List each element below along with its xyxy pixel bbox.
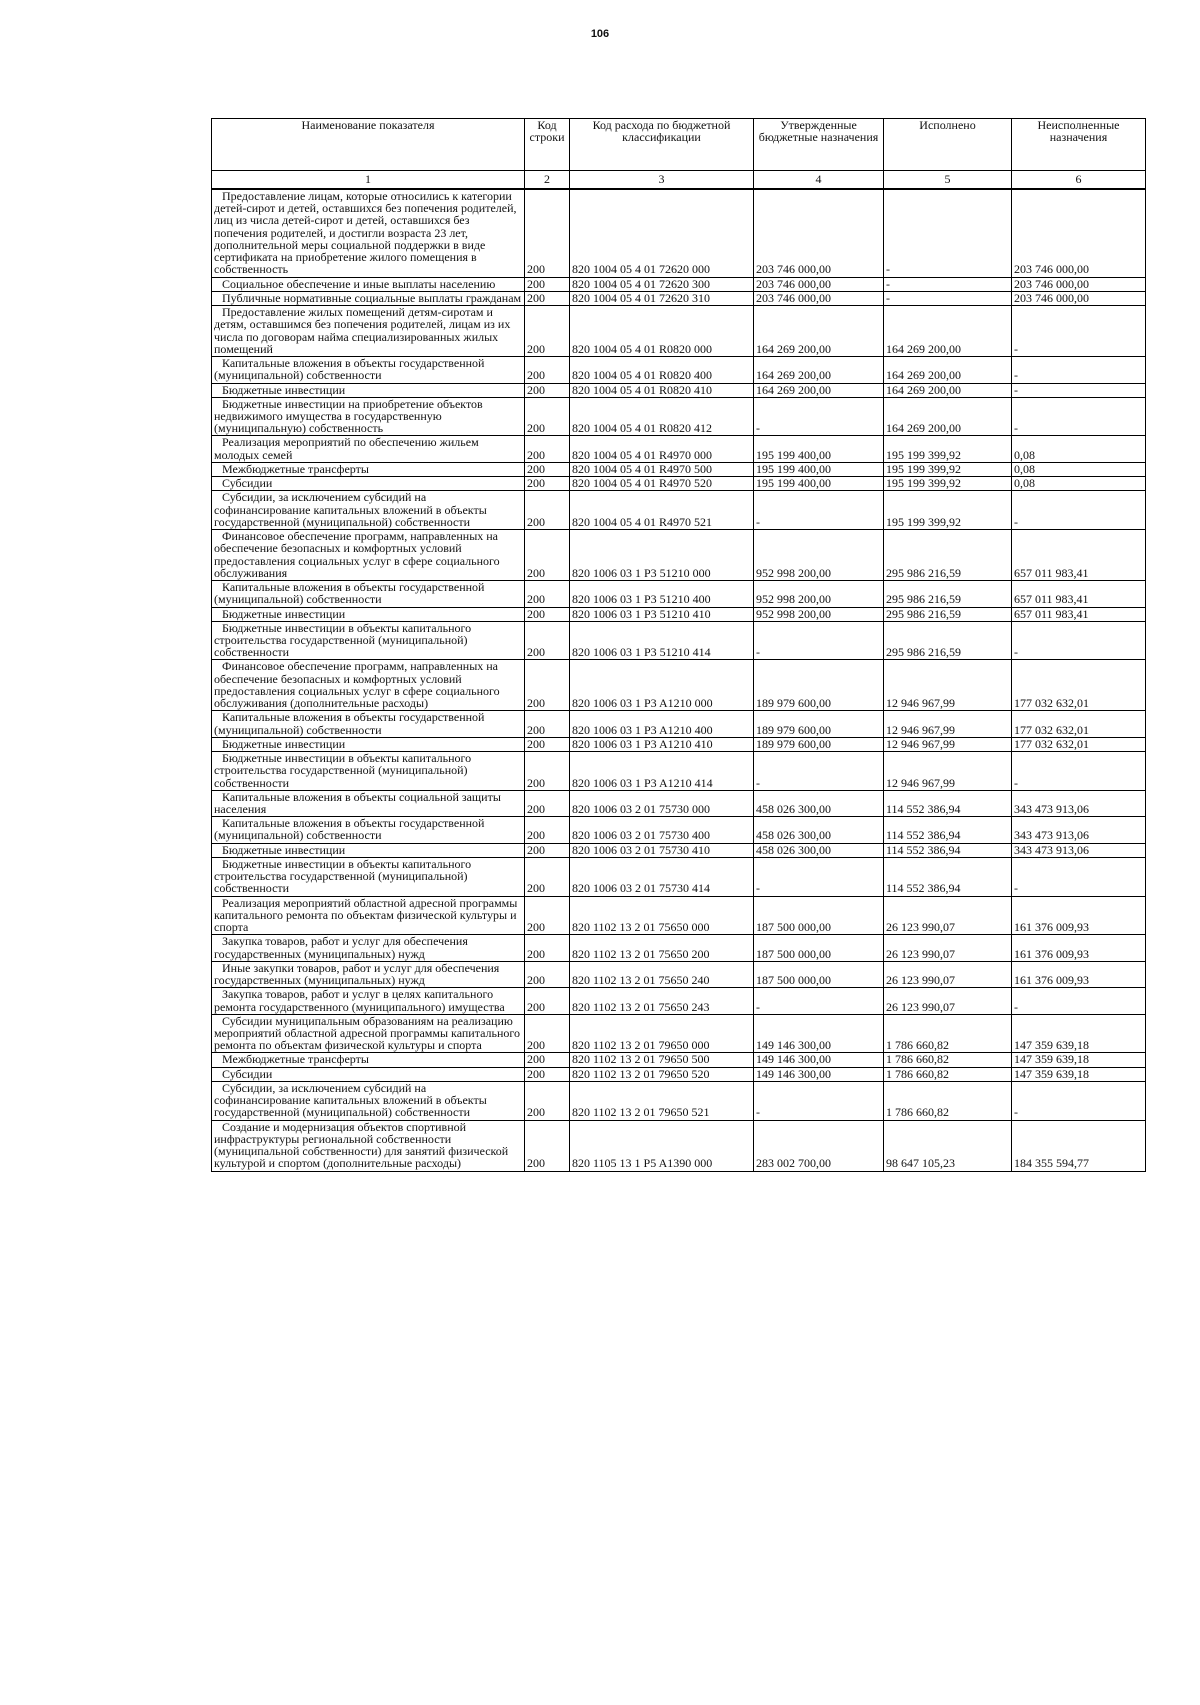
cell-indicator-name: Бюджетные инвестиции в объекты капитального строительства государственной (муниципальной) собственности [212, 621, 525, 660]
cell-expense-code: 820 1006 03 1 P3 51210 410 [570, 607, 754, 621]
cell-line-code: 200 [525, 491, 570, 530]
table-row [212, 660, 1146, 711]
cell-unexecuted: 177 032 632,01 [1012, 711, 1146, 737]
cell-unexecuted: 147 359 639,18 [1012, 1053, 1146, 1067]
cell-approved: - [754, 752, 884, 791]
cell-executed: 195 199 399,92 [884, 477, 1012, 491]
cell-executed: 114 552 386,94 [884, 857, 1012, 896]
cell-unexecuted: 343 473 913,06 [1012, 817, 1146, 843]
cell-executed: 1 786 660,82 [884, 1081, 1012, 1120]
table-row [212, 1014, 1146, 1053]
table-row [212, 843, 1146, 857]
cell-line-code: 200 [525, 436, 570, 462]
cell-executed: 195 199 399,92 [884, 462, 1012, 476]
cell-expense-code: 820 1006 03 2 01 75730 400 [570, 817, 754, 843]
table-row [212, 477, 1146, 491]
cell-executed: 114 552 386,94 [884, 790, 1012, 816]
cell-unexecuted: - [1012, 857, 1146, 896]
cell-approved: 203 746 000,00 [754, 189, 884, 277]
cell-expense-code: 820 1004 05 4 01 R0820 410 [570, 383, 754, 397]
cell-approved: 189 979 600,00 [754, 660, 884, 711]
cell-executed: 1 786 660,82 [884, 1067, 1012, 1081]
cell-approved: 458 026 300,00 [754, 843, 884, 857]
cell-unexecuted: - [1012, 383, 1146, 397]
cell-unexecuted: 343 473 913,06 [1012, 843, 1146, 857]
cell-line-code: 200 [525, 383, 570, 397]
table-row [212, 530, 1146, 581]
cell-indicator-name: Публичные нормативные социальные выплаты гражданам [212, 291, 525, 305]
cell-executed: 295 986 216,59 [884, 530, 1012, 581]
cell-line-code: 200 [525, 737, 570, 751]
cell-indicator-name: Субсидии [212, 477, 525, 491]
table-row [212, 1067, 1146, 1081]
cell-unexecuted: - [1012, 306, 1146, 357]
cell-indicator-name: Бюджетные инвестиции [212, 607, 525, 621]
table-row [212, 607, 1146, 621]
header-line-code: Код строки [525, 119, 570, 171]
cell-expense-code: 820 1102 13 2 01 75650 000 [570, 896, 754, 935]
cell-approved: 952 998 200,00 [754, 607, 884, 621]
cell-indicator-name: Субсидии муниципальным образованиям на реализацию мероприятий областной адресной программы капитального ремонта по объектам физической культуры и спорта [212, 1014, 525, 1053]
cell-expense-code: 820 1102 13 2 01 79650 500 [570, 1053, 754, 1067]
cell-expense-code: 820 1006 03 1 P3 A1210 410 [570, 737, 754, 751]
cell-line-code: 200 [525, 291, 570, 305]
cell-line-code: 200 [525, 357, 570, 383]
cell-expense-code: 820 1004 05 4 01 72620 300 [570, 277, 754, 291]
cell-approved: 458 026 300,00 [754, 790, 884, 816]
cell-unexecuted: 203 746 000,00 [1012, 189, 1146, 277]
cell-unexecuted: - [1012, 397, 1146, 436]
cell-line-code: 200 [525, 621, 570, 660]
cell-indicator-name: Создание и модернизация объектов спортивной инфраструктуры региональной собственности (муниципальной собственности) для занятий физической культурой и спортом (дополнительные расходы) [212, 1120, 525, 1171]
cell-unexecuted: - [1012, 1081, 1146, 1120]
cell-unexecuted: - [1012, 357, 1146, 383]
column-number: 2 [525, 171, 570, 190]
cell-expense-code: 820 1102 13 2 01 75650 200 [570, 935, 754, 961]
table-row [212, 935, 1146, 961]
header-unexecuted: Неисполненные назначения [1012, 119, 1146, 171]
cell-approved: - [754, 1081, 884, 1120]
cell-expense-code: 820 1102 13 2 01 79650 000 [570, 1014, 754, 1053]
cell-unexecuted: 203 746 000,00 [1012, 277, 1146, 291]
cell-executed: 12 946 967,99 [884, 660, 1012, 711]
cell-indicator-name: Субсидии, за исключением субсидий на софинансирование капитальных вложений в объекты государственной (муниципальной) собственности [212, 1081, 525, 1120]
cell-indicator-name: Иные закупки товаров, работ и услуг для обеспечения государственных (муниципальных) нужд [212, 961, 525, 987]
cell-executed: 12 946 967,99 [884, 737, 1012, 751]
cell-expense-code: 820 1004 05 4 01 R4970 520 [570, 477, 754, 491]
header-approved: Утвержденные бюджетные назначения [754, 119, 884, 171]
cell-approved: 187 500 000,00 [754, 961, 884, 987]
table-row [212, 277, 1146, 291]
cell-expense-code: 820 1004 05 4 01 R4970 521 [570, 491, 754, 530]
table-row [212, 491, 1146, 530]
cell-line-code: 200 [525, 817, 570, 843]
cell-line-code: 200 [525, 988, 570, 1014]
cell-unexecuted: 657 011 983,41 [1012, 607, 1146, 621]
cell-unexecuted: 343 473 913,06 [1012, 790, 1146, 816]
cell-indicator-name: Капитальные вложения в объекты социальной защиты населения [212, 790, 525, 816]
table-row [212, 462, 1146, 476]
cell-expense-code: 820 1102 13 2 01 79650 521 [570, 1081, 754, 1120]
table-row [212, 711, 1146, 737]
cell-expense-code: 820 1004 05 4 01 72620 000 [570, 189, 754, 277]
cell-indicator-name: Предоставление лицам, которые относились к категории детей-сирот и детей, оставшихся без попечения родителей, лиц из числа детей-сирот и детей, оставшихся без попечения родителей, и достигли возраста 23 лет, дополнительной меры социальной поддержки в виде сертификата на приобретение жилого помещения в собственность [212, 189, 525, 277]
cell-indicator-name: Капитальные вложения в объекты государственной (муниципальной) собственности [212, 711, 525, 737]
cell-approved: 203 746 000,00 [754, 291, 884, 305]
cell-indicator-name: Межбюджетные трансферты [212, 1053, 525, 1067]
cell-indicator-name: Капитальные вложения в объекты государственной (муниципальной) собственности [212, 817, 525, 843]
cell-approved: - [754, 397, 884, 436]
table-row [212, 436, 1146, 462]
cell-line-code: 200 [525, 711, 570, 737]
cell-approved: 189 979 600,00 [754, 737, 884, 751]
cell-executed: - [884, 277, 1012, 291]
cell-line-code: 200 [525, 1120, 570, 1171]
table-row [212, 306, 1146, 357]
cell-indicator-name: Финансовое обеспечение программ, направленных на обеспечение безопасных и комфортных условий предоставления социальных услуг в сфере социального обслуживания (дополнительные расходы) [212, 660, 525, 711]
cell-indicator-name: Бюджетные инвестиции в объекты капитального строительства государственной (муниципальной) собственности [212, 857, 525, 896]
column-number-row [212, 171, 1146, 190]
cell-line-code: 200 [525, 581, 570, 607]
cell-approved: 187 500 000,00 [754, 935, 884, 961]
cell-expense-code: 820 1004 05 4 01 R4970 500 [570, 462, 754, 476]
cell-approved: 195 199 400,00 [754, 436, 884, 462]
cell-unexecuted: 161 376 009,93 [1012, 935, 1146, 961]
cell-executed: 1 786 660,82 [884, 1053, 1012, 1067]
cell-expense-code: 820 1006 03 1 P3 A1210 414 [570, 752, 754, 791]
cell-expense-code: 820 1102 13 2 01 79650 520 [570, 1067, 754, 1081]
cell-executed: 164 269 200,00 [884, 357, 1012, 383]
table-row [212, 737, 1146, 751]
cell-line-code: 200 [525, 961, 570, 987]
table-row [212, 357, 1146, 383]
cell-executed: 164 269 200,00 [884, 397, 1012, 436]
cell-indicator-name: Социальное обеспечение и иные выплаты населению [212, 277, 525, 291]
cell-executed: 164 269 200,00 [884, 306, 1012, 357]
cell-executed: 114 552 386,94 [884, 817, 1012, 843]
cell-expense-code: 820 1105 13 1 P5 A1390 000 [570, 1120, 754, 1171]
cell-line-code: 200 [525, 477, 570, 491]
cell-line-code: 200 [525, 752, 570, 791]
cell-unexecuted: - [1012, 491, 1146, 530]
cell-expense-code: 820 1102 13 2 01 75650 240 [570, 961, 754, 987]
cell-executed: 164 269 200,00 [884, 383, 1012, 397]
cell-executed: 295 986 216,59 [884, 621, 1012, 660]
cell-line-code: 200 [525, 843, 570, 857]
cell-indicator-name: Капитальные вложения в объекты государственной (муниципальной) собственности [212, 581, 525, 607]
cell-indicator-name: Реализация мероприятий областной адресной программы капитального ремонта по объектам физической культуры и спорта [212, 896, 525, 935]
table-row [212, 961, 1146, 987]
cell-indicator-name: Бюджетные инвестиции в объекты капитального строительства государственной (муниципальной) собственности [212, 752, 525, 791]
table-row [212, 1053, 1146, 1067]
cell-line-code: 200 [525, 607, 570, 621]
cell-unexecuted: 203 746 000,00 [1012, 291, 1146, 305]
cell-line-code: 200 [525, 306, 570, 357]
column-number: 5 [884, 171, 1012, 190]
cell-approved: 149 146 300,00 [754, 1014, 884, 1053]
cell-line-code: 200 [525, 790, 570, 816]
cell-approved: 203 746 000,00 [754, 277, 884, 291]
table-row [212, 189, 1146, 277]
header-executed: Исполнено [884, 119, 1012, 171]
cell-executed: 295 986 216,59 [884, 581, 1012, 607]
cell-approved: - [754, 988, 884, 1014]
table-row [212, 291, 1146, 305]
cell-line-code: 200 [525, 1081, 570, 1120]
table-header-row [212, 119, 1146, 171]
cell-indicator-name: Бюджетные инвестиции [212, 737, 525, 751]
table-row [212, 581, 1146, 607]
cell-expense-code: 820 1006 03 1 P3 51210 414 [570, 621, 754, 660]
cell-indicator-name: Субсидии [212, 1067, 525, 1081]
cell-approved: 164 269 200,00 [754, 357, 884, 383]
cell-expense-code: 820 1004 05 4 01 R4970 000 [570, 436, 754, 462]
cell-approved: 187 500 000,00 [754, 896, 884, 935]
cell-approved: 189 979 600,00 [754, 711, 884, 737]
cell-executed: 26 123 990,07 [884, 988, 1012, 1014]
cell-approved: - [754, 857, 884, 896]
header-indicator-name: Наименование показателя [212, 119, 525, 171]
cell-indicator-name: Межбюджетные трансферты [212, 462, 525, 476]
cell-approved: - [754, 491, 884, 530]
cell-expense-code: 820 1006 03 1 P3 A1210 400 [570, 711, 754, 737]
cell-expense-code: 820 1004 05 4 01 72620 310 [570, 291, 754, 305]
table-row [212, 896, 1146, 935]
cell-executed: 195 199 399,92 [884, 491, 1012, 530]
cell-indicator-name: Субсидии, за исключением субсидий на софинансирование капитальных вложений в объекты государственной (муниципальной) собственности [212, 491, 525, 530]
cell-approved: 195 199 400,00 [754, 462, 884, 476]
cell-executed: 114 552 386,94 [884, 843, 1012, 857]
cell-executed: 26 123 990,07 [884, 935, 1012, 961]
cell-expense-code: 820 1006 03 1 P3 A1210 000 [570, 660, 754, 711]
cell-approved: 195 199 400,00 [754, 477, 884, 491]
cell-approved: 458 026 300,00 [754, 817, 884, 843]
cell-line-code: 200 [525, 1067, 570, 1081]
cell-indicator-name: Бюджетные инвестиции [212, 383, 525, 397]
cell-unexecuted: 0,08 [1012, 462, 1146, 476]
cell-approved: 164 269 200,00 [754, 383, 884, 397]
cell-executed: 12 946 967,99 [884, 711, 1012, 737]
cell-executed: - [884, 291, 1012, 305]
cell-expense-code: 820 1006 03 1 P3 51210 000 [570, 530, 754, 581]
table-row [212, 988, 1146, 1014]
cell-executed: 26 123 990,07 [884, 896, 1012, 935]
cell-line-code: 200 [525, 896, 570, 935]
column-number: 4 [754, 171, 884, 190]
cell-approved: 952 998 200,00 [754, 530, 884, 581]
table-body [212, 189, 1146, 1171]
table-row [212, 790, 1146, 816]
cell-expense-code: 820 1006 03 1 P3 51210 400 [570, 581, 754, 607]
cell-executed: 195 199 399,92 [884, 436, 1012, 462]
cell-indicator-name: Закупка товаров, работ и услуг для обеспечения государственных (муниципальных) нужд [212, 935, 525, 961]
cell-unexecuted: - [1012, 988, 1146, 1014]
cell-expense-code: 820 1004 05 4 01 R0820 412 [570, 397, 754, 436]
cell-line-code: 200 [525, 1014, 570, 1053]
cell-line-code: 200 [525, 277, 570, 291]
cell-unexecuted: - [1012, 621, 1146, 660]
cell-unexecuted: 161 376 009,93 [1012, 896, 1146, 935]
cell-unexecuted: 657 011 983,41 [1012, 581, 1146, 607]
table-row [212, 857, 1146, 896]
table-row [212, 1081, 1146, 1120]
cell-approved: 952 998 200,00 [754, 581, 884, 607]
cell-line-code: 200 [525, 189, 570, 277]
cell-executed: 26 123 990,07 [884, 961, 1012, 987]
cell-line-code: 200 [525, 530, 570, 581]
page-number: 106 [590, 28, 610, 40]
cell-expense-code: 820 1006 03 2 01 75730 000 [570, 790, 754, 816]
cell-unexecuted: 0,08 [1012, 436, 1146, 462]
cell-indicator-name: Закупка товаров, работ и услуг в целях капитального ремонта государственного (муниципального) имущества [212, 988, 525, 1014]
cell-line-code: 200 [525, 397, 570, 436]
cell-unexecuted: 0,08 [1012, 477, 1146, 491]
cell-expense-code: 820 1004 05 4 01 R0820 400 [570, 357, 754, 383]
cell-line-code: 200 [525, 660, 570, 711]
header-expense-code: Код расхода по бюджетной классификации [570, 119, 754, 171]
cell-approved: 149 146 300,00 [754, 1053, 884, 1067]
cell-line-code: 200 [525, 935, 570, 961]
budget-execution-table [211, 118, 1146, 1172]
cell-unexecuted: 147 359 639,18 [1012, 1067, 1146, 1081]
cell-unexecuted: 184 355 594,77 [1012, 1120, 1146, 1171]
table-row [212, 1120, 1146, 1171]
cell-executed: - [884, 189, 1012, 277]
cell-approved: 164 269 200,00 [754, 306, 884, 357]
cell-indicator-name: Бюджетные инвестиции на приобретение объектов недвижимого имущества в государственную (муниципальную) собственность [212, 397, 525, 436]
cell-unexecuted: 177 032 632,01 [1012, 660, 1146, 711]
cell-line-code: 200 [525, 462, 570, 476]
cell-unexecuted: 161 376 009,93 [1012, 961, 1146, 987]
table-row [212, 752, 1146, 791]
cell-indicator-name: Реализация мероприятий по обеспечению жильем молодых семей [212, 436, 525, 462]
cell-indicator-name: Финансовое обеспечение программ, направленных на обеспечение безопасных и комфортных условий предоставления социальных услуг в сфере социального обслуживания [212, 530, 525, 581]
cell-approved: 149 146 300,00 [754, 1067, 884, 1081]
cell-indicator-name: Бюджетные инвестиции [212, 843, 525, 857]
column-number: 6 [1012, 171, 1146, 190]
table-row [212, 397, 1146, 436]
cell-approved: 283 002 700,00 [754, 1120, 884, 1171]
cell-unexecuted: 147 359 639,18 [1012, 1014, 1146, 1053]
table-row [212, 621, 1146, 660]
cell-executed: 295 986 216,59 [884, 607, 1012, 621]
column-number: 3 [570, 171, 754, 190]
cell-unexecuted: 177 032 632,01 [1012, 737, 1146, 751]
cell-expense-code: 820 1006 03 2 01 75730 414 [570, 857, 754, 896]
cell-expense-code: 820 1004 05 4 01 R0820 000 [570, 306, 754, 357]
cell-line-code: 200 [525, 1053, 570, 1067]
cell-executed: 98 647 105,23 [884, 1120, 1012, 1171]
cell-expense-code: 820 1102 13 2 01 75650 243 [570, 988, 754, 1014]
cell-line-code: 200 [525, 857, 570, 896]
cell-executed: 12 946 967,99 [884, 752, 1012, 791]
table-row [212, 817, 1146, 843]
cell-expense-code: 820 1006 03 2 01 75730 410 [570, 843, 754, 857]
column-number: 1 [212, 171, 525, 190]
cell-indicator-name: Предоставление жилых помещений детям-сиротам и детям, оставшимся без попечения родителей, лицам из их числа по договорам найма специализированных жилых помещений [212, 306, 525, 357]
table-row [212, 383, 1146, 397]
cell-unexecuted: - [1012, 752, 1146, 791]
cell-approved: - [754, 621, 884, 660]
cell-indicator-name: Капитальные вложения в объекты государственной (муниципальной) собственности [212, 357, 525, 383]
cell-unexecuted: 657 011 983,41 [1012, 530, 1146, 581]
cell-executed: 1 786 660,82 [884, 1014, 1012, 1053]
